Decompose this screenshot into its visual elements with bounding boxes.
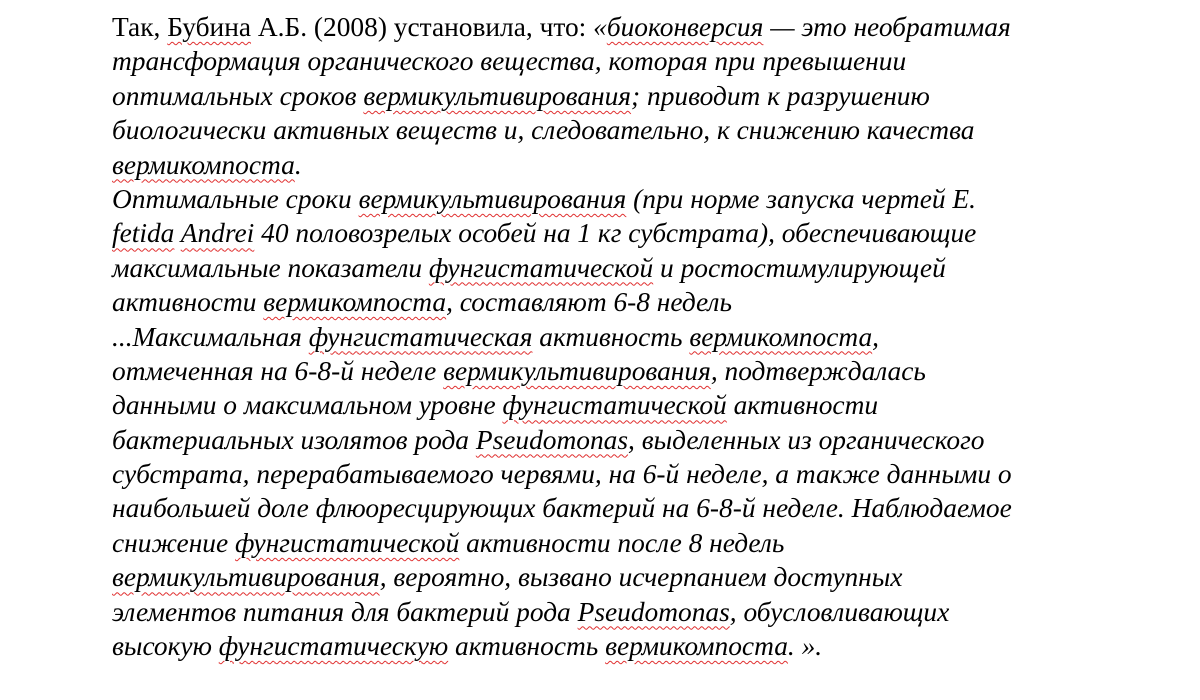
text-line [112,388,1112,422]
text-run: Так, [112,12,168,42]
text-line [112,526,1112,560]
text-line [112,216,1112,250]
text-run: активности после 8 недель [459,527,785,558]
text-run: активности [112,287,264,318]
text-run: . ». [787,631,823,662]
text-line [112,354,1112,388]
text-run: ; приводит к разрушению [631,80,930,111]
spellcheck-flagged-word: фунгистатическую [218,631,449,662]
text-run: снижение [112,527,236,558]
spellcheck-flagged-word: Pseudomonas [577,596,730,627]
spellcheck-flagged-word: вермикультивирования [112,562,380,593]
spellcheck-flagged-word: фунгистатической [428,252,654,283]
text-run: , [872,321,880,352]
text-run: Оптимальные сроки [112,183,359,214]
text-line [112,44,1112,78]
text-run: 40 половозрелых особей на 1 кг субстрата), обеспечивающие [254,218,977,249]
text-line [112,320,1112,354]
text-line [112,10,1112,44]
text-run: , подтверждалась [710,355,926,386]
text-run: . [294,149,302,180]
spellcheck-flagged-word: вермикультивирования [363,80,632,111]
text-run: — это необратимая [763,12,1011,42]
text-run: (при норме запуска чертей E. [626,183,976,214]
text-line [112,251,1112,285]
text-run: « [593,12,607,42]
text-run: субстрата, перерабатываемого червями, на 6-й неделе, а также данными о [112,459,1012,490]
text-line [112,423,1112,457]
spellcheck-flagged-word: вермикомпоста [689,321,873,352]
text-run: трансформация органического вещества, которая при превышении [112,46,907,77]
text-line [112,491,1112,525]
text-run: высокую [112,631,219,662]
text-run: и ростостимулирующей [653,252,946,283]
text-line [112,148,1112,182]
text-run: отмеченная на 6-8-й неделе [112,355,444,386]
text-line [112,629,1112,663]
text-line [112,113,1112,147]
spellcheck-flagged-word: биоконверсия [606,12,764,42]
spellcheck-flagged-word: вермикультивирования [443,355,711,386]
spellcheck-flagged-word: фунгистатической [235,527,460,558]
spellcheck-flagged-word: вермикомпоста [263,287,447,318]
text-run: данными о максимальном уровне [112,390,503,421]
text-run: активность [448,631,606,662]
text-run: максимальные показатели [112,252,429,283]
document-text[interactable] [112,10,1112,663]
text-line [112,595,1112,629]
spellcheck-flagged-word: Бубина [167,12,252,42]
spellcheck-flagged-word: вермикомпоста [605,631,788,662]
text-line [112,79,1112,113]
spellcheck-flagged-word: fetida [112,218,175,249]
text-run: , вероятно, вызвано исчерпанием доступных [379,562,903,593]
text-run: активности [726,390,879,421]
spellcheck-flagged-word: вермикомпоста [112,149,295,180]
text-run: А.Б. (2008) установила, что: [251,12,594,42]
text-run: элементов питания для бактерий рода [112,596,578,627]
text-run: ...Максимальная [112,321,309,352]
text-line [112,560,1112,594]
text-line [112,182,1112,216]
text-run: , выделенных из органического [628,424,985,455]
text-line [112,457,1112,491]
spellcheck-flagged-word: Andrei [180,218,255,249]
text-run: биологически активных веществ и, следовательно, к снижению качества [112,115,975,146]
text-run: , обусловливающих [729,596,950,627]
text-run: бактериальных изолятов рода [112,424,476,455]
text-line [112,285,1112,319]
text-run: , составляют 6-8 недель [446,287,732,318]
spellcheck-flagged-word: фунгистатической [502,390,727,421]
text-run: оптимальных сроков [112,80,364,111]
text-run: активность [532,321,690,352]
spellcheck-flagged-word: фунгистатическая [308,321,533,352]
spellcheck-flagged-word: вермикультивирования [358,183,627,214]
spellcheck-flagged-word: Pseudomonas [475,424,629,455]
text-run: наибольшей доле флюоресцирующих бактерий на 6-8-й неделе. Наблюдаемое [112,493,1012,524]
